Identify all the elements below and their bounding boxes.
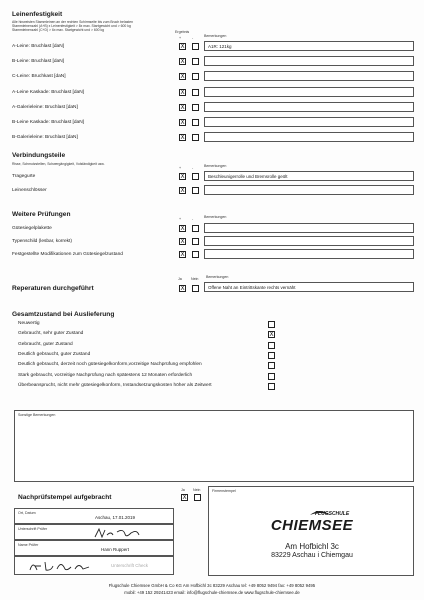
further-plus-checkbox[interactable]: X (180, 251, 185, 258)
lines-minus-checkbox[interactable] (192, 43, 199, 50)
section-title-repairs: Reperaturen durchgeführt (12, 285, 94, 292)
stamp-yes-header: Ja (181, 488, 185, 492)
further-minus-checkbox[interactable] (192, 225, 199, 232)
lines-row-label: B-Leine Kaskade: Bruchlast [daN] (12, 120, 84, 125)
repairs-yes-header: Ja (178, 277, 182, 281)
footer-line-2: mobil: +49 152 29241423 email: info@flugschule-chiemsee.de www.flugschule-chiemsee.de (124, 590, 300, 595)
repairs-no-checkbox[interactable] (192, 285, 199, 292)
overall-option-label: Deutlich gebraucht, guter Zustand (18, 351, 91, 357)
check-signature-field[interactable] (14, 556, 174, 575)
further-remark-field[interactable] (204, 236, 414, 246)
connections-remark-text: Beschleunigerrolle und Bremsrolle geölt (208, 174, 288, 179)
connections-minus-header: - (192, 166, 194, 170)
check-signature-drawing (27, 558, 97, 574)
overall-option-checkbox[interactable] (268, 383, 275, 390)
lines-minus-checkbox[interactable] (192, 58, 199, 65)
minus-column-header: - (192, 36, 194, 40)
lines-plus-checkbox[interactable]: X (180, 88, 185, 96)
lines-note-3: Stammleinenzahl (C+D) > 6x max. Startgewicht und > 600 kg (12, 28, 105, 32)
further-remarks-header: Bemerkungen (204, 215, 227, 219)
inspector-signature-drawing (93, 526, 145, 540)
connections-row-label: Tragegurte (12, 174, 36, 179)
overall-option-label: Gebraucht, guter Zustand (18, 341, 73, 347)
overall-option-label: Gebraucht, sehr guter Zustand (18, 331, 84, 337)
company-stamp-box (208, 486, 414, 576)
overall-option-checkbox[interactable] (268, 321, 275, 328)
overall-option-label: Deutlich gebraucht, derzeit noch gütesiegelkonform,vorzeitige Nachprüfung empfohlen (18, 362, 202, 368)
further-row-label: Gütesiegelplakette (12, 226, 52, 231)
further-minus-checkbox[interactable] (192, 251, 199, 258)
company-stamp-label: Firmenstempel (212, 489, 236, 493)
lines-minus-checkbox[interactable] (192, 119, 199, 126)
connections-minus-checkbox[interactable] (192, 173, 199, 180)
lines-plus-checkbox[interactable]: X (180, 103, 185, 111)
overall-option-checkbox[interactable] (268, 373, 275, 380)
lines-plus-checkbox[interactable]: X (180, 119, 185, 126)
inspector-signature-label: Unterschrift Prüfer (18, 527, 48, 531)
plus-column-header: + (179, 36, 182, 40)
repairs-remark-field[interactable] (204, 282, 414, 292)
lines-remark-field[interactable] (204, 56, 414, 66)
result-column-header: Ergebnis (175, 30, 190, 34)
company-stamp (229, 511, 395, 571)
remarks-box[interactable] (14, 410, 414, 482)
lines-remark-field[interactable] (204, 71, 414, 81)
lines-plus-checkbox[interactable]: X (180, 73, 185, 81)
repairs-yes-checkbox[interactable]: X (180, 285, 185, 292)
lines-row-label: B-Galerieleine: Bruchlast [daN] (12, 135, 78, 141)
footer-line-1: Flugschule Chiemsee GmbH & Co KG Am Hofbichl 3c 83229 Aschau tel: +49 8052 9494 fax: +49 8052 9495 (108, 583, 316, 588)
lines-note-2: Stammleinenzahl (A+B) x Leinenfestigkeit > 8x max. Startgewicht und > 600 kg (12, 24, 131, 28)
lines-remark-field[interactable] (204, 87, 414, 97)
inspector-name-label: Name Prüfer (18, 543, 39, 547)
overall-option-checkbox[interactable] (268, 342, 275, 349)
lines-row-label: A-Galerieleine: Bruchlast [daN] (12, 104, 78, 110)
connections-remark-field[interactable] (204, 185, 414, 195)
stamp-no-header: Nein (193, 488, 201, 492)
connections-minus-checkbox[interactable] (192, 187, 199, 194)
further-row-label: Festgestellte Modifikationen zum Gütesiegelzustand (12, 252, 123, 257)
section-title-connections: Verbindungsteile (12, 152, 66, 159)
section-title-stamp: Nachprüfstempel aufgebracht (18, 494, 112, 501)
further-plus-checkbox[interactable]: X (180, 238, 185, 245)
further-minus-checkbox[interactable] (192, 238, 199, 245)
connections-plus-checkbox[interactable]: X (180, 187, 185, 194)
stamp-address-2: 83229 Aschau i Chiemgau (271, 552, 353, 559)
lines-row-label: B-Leine: Bruchlast [daN] (12, 59, 64, 65)
place-date-field[interactable] (14, 508, 174, 524)
lines-row-label: A-Leine Kaskade: Bruchlast [daN] (12, 89, 84, 95)
lines-minus-checkbox[interactable] (192, 104, 199, 111)
inspector-signature-field[interactable] (14, 524, 174, 540)
overall-option-label: Überbeansprucht, nicht mehr gütesiegelkonform, Instandsetzungskosten höher als Zeitwert (18, 382, 212, 388)
stamp-address-1: Am Hofbichl 3c (285, 542, 339, 551)
lines-plus-checkbox[interactable]: X (180, 134, 185, 142)
further-remark-field[interactable] (204, 223, 414, 233)
place-date-value: Aschau, 17.01.2019 (95, 515, 136, 520)
lines-remark-text: A1R: 121kg (208, 44, 232, 49)
connections-remark-field[interactable] (204, 171, 414, 181)
lines-minus-checkbox[interactable] (192, 73, 199, 80)
place-date-label: Ort, Datum (18, 511, 36, 515)
further-row-label: Typenschild (lesbar, korrekt) (12, 239, 72, 244)
remarks-box-label: Sonstige Bemerkungen (18, 413, 56, 417)
lines-plus-checkbox[interactable]: X (180, 58, 185, 66)
stamp-logo-main: CHIEMSEE (270, 517, 354, 534)
connections-note: Risse, Schmutzstellen, Schwergängigkeit, Volständigkeit usw. (12, 162, 105, 166)
lines-minus-checkbox[interactable] (192, 134, 199, 141)
lines-row-label: C-Leine: Bruchkast [daN] (12, 74, 66, 80)
lines-remark-field[interactable] (204, 117, 414, 127)
further-plus-checkbox[interactable]: X (180, 225, 185, 232)
overall-option-checkbox[interactable] (268, 352, 275, 359)
lines-note-1: Alle hinweisten Stammleinen an der rechten Schirmseite bis zum Bruch belasten (12, 20, 133, 24)
lines-remark-field[interactable] (204, 132, 414, 142)
further-minus-header: - (192, 217, 194, 221)
section-title-further: Weitere Prüfungen (12, 211, 71, 218)
stamp-yes-checkbox[interactable]: X (182, 494, 187, 501)
overall-option-checkbox[interactable]: X (269, 331, 274, 339)
inspector-name-field[interactable] (14, 540, 174, 556)
connections-remarks-header: Bemerkungen (204, 164, 227, 168)
check-signature-label: Unterschrift Check (111, 563, 149, 568)
connections-plus-checkbox[interactable]: X (180, 173, 185, 180)
lines-remark-field[interactable] (204, 102, 414, 112)
section-title-lines: Leinenfestigkeit (12, 11, 63, 18)
repairs-remark-text: Offene Naht an Eintrittskante rechts vernäht (208, 285, 296, 290)
stamp-logo-top: FLUGSCHULE (315, 511, 350, 517)
connections-row-label: Leinenschlösser (12, 188, 47, 193)
overall-option-checkbox[interactable] (268, 362, 275, 369)
repairs-remarks-header: Bemerkungen (206, 275, 229, 279)
overall-option-label: Stark gebraucht, vorzeitige Nachprüfung nach spätestens 12 Monaten erforderlich (18, 372, 193, 378)
lines-remark-field[interactable] (204, 41, 414, 51)
overall-option-label: Neuwertig (18, 321, 40, 326)
lines-instructions (12, 20, 192, 32)
section-title-overall: Gesamtzustand bei Auslieferung (12, 311, 115, 318)
lines-row-label: A-Leine: Bruchlast [daN] (12, 44, 64, 49)
further-plus-header: + (179, 217, 182, 221)
further-remark-field[interactable] (204, 249, 414, 259)
lines-plus-checkbox[interactable]: X (180, 43, 185, 50)
remarks-column-header: Bemerkungen (204, 34, 227, 38)
repairs-no-header: Nein (191, 277, 199, 281)
connections-plus-header: + (179, 166, 182, 170)
inspector-name-value: Hann Ruppert (101, 547, 130, 552)
stamp-no-checkbox[interactable] (194, 494, 201, 501)
lines-minus-checkbox[interactable] (192, 89, 199, 96)
